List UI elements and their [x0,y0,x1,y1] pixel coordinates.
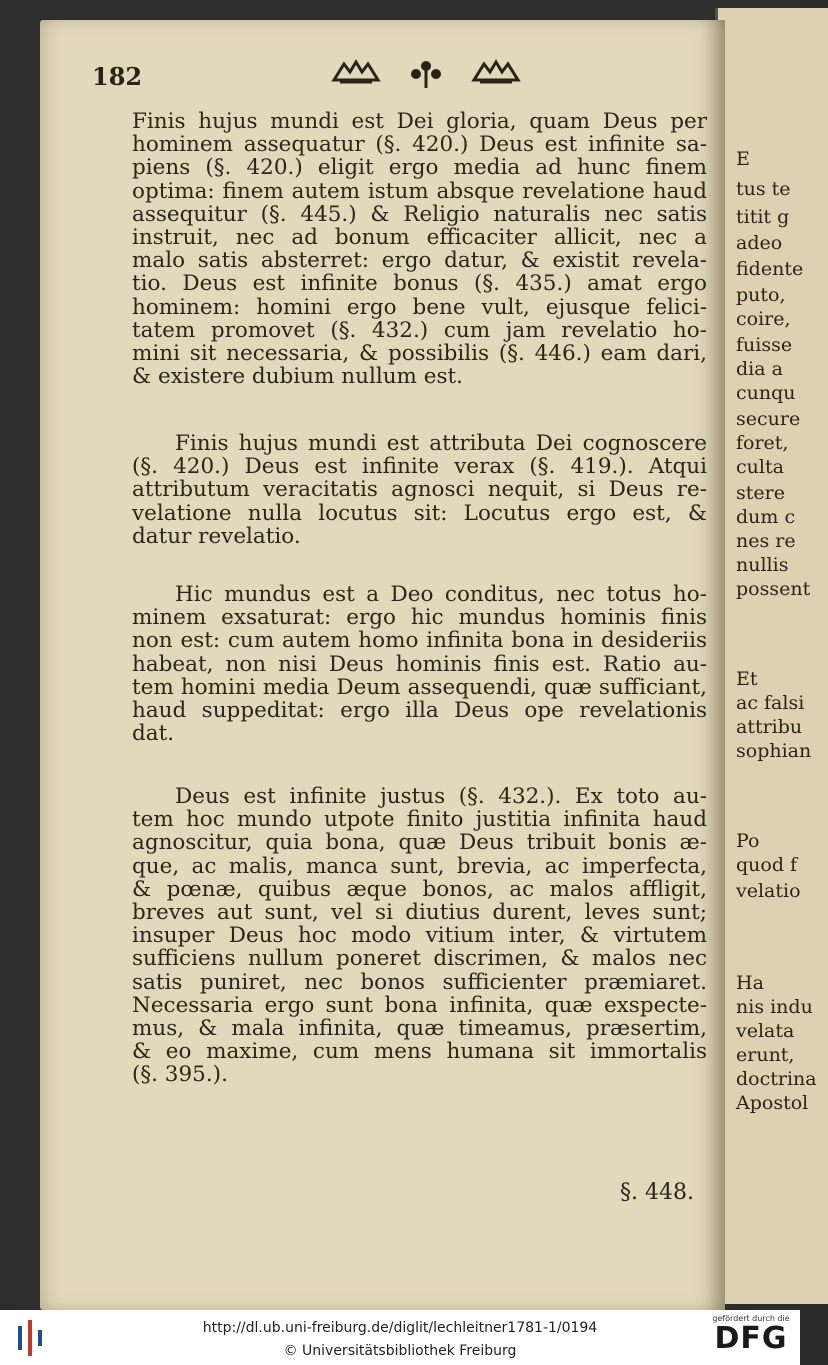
facing-page-fragment: fuisse [736,334,793,356]
facing-page-fragment: quod f [736,854,798,876]
facing-page-fragment: sophian [736,740,812,762]
facing-page-fragment: fidente [736,258,804,280]
facing-page-fragment: doctrina [736,1068,817,1090]
text-line: & pœnæ, quibus æque bonos, ac malos affligit, [132,876,707,902]
facing-page-fragment: Po [736,830,760,852]
text-line: (§. 395.). [132,1062,228,1088]
text-line: attributum veracitatis agnosci nequit, si Deus re- [132,477,707,503]
facing-page-fragment: titit g [736,206,790,228]
facing-page-fragment: nis indu [736,996,813,1018]
text-line: tio. Deus est infinite bonus (§. 435.) amat ergo [132,271,707,297]
viewer-footer [0,1310,800,1365]
text-line: Finis hujus mundi est Dei gloria, quam Deus per [132,109,707,134]
dfg-funding-logo [706,1314,796,1362]
paragraph-1 [132,110,707,388]
facing-page-fragment: Apostol [736,1092,809,1114]
text-line: breves aut sunt, vel si diutius durent, leves sunt; [132,900,707,926]
text-line: piens (§. 420.) eligit ergo media ad hunc finem [132,155,707,181]
text-line: & eo maxime, cum mens humana sit immortalis [132,1039,707,1065]
catchword: §. 448. [620,1180,694,1205]
paragraph-4 [132,785,707,1087]
text-line: optima: finem autem istum absque revelatione haud [132,178,707,204]
text-line: velatione nulla locutus sit: Locutus ergo est, & [132,500,707,526]
funder-name: DFG [714,1321,788,1356]
text-line: Hic mundus est a Deo conditus, nec totus ho- [132,582,707,607]
text-line: tem hoc mundo utpote finito justitia infinita haud [132,807,707,833]
facing-page-fragment: dum c [736,506,796,528]
facing-page-fragment: velata [736,1020,795,1042]
ornament-center-icon [408,58,444,90]
facing-page-edge [715,8,828,1304]
text-line: Deus est infinite justus (§. 432.). Ex toto au- [132,784,707,809]
text-line: satis puniret, nec bonos sufficienter præmiaret. [132,969,707,995]
facing-page-fragment: puto, [736,284,786,306]
text-line: Necessaria ergo sunt bona infinita, quæ exspecte- [132,992,707,1018]
text-line: hominem assequatur (§. 420.) Deus est infinite sa- [132,132,707,158]
text-line: habeat, non nisi Deus hominis finis est. Ratio au- [132,651,707,677]
text-line: agnoscitur, quia bona, quæ Deus tribuit bonis æ- [132,830,707,856]
facing-page-fragment: Ha [736,972,764,994]
text-line: sufficiens nullum poneret discrimen, & malos nec [132,946,707,972]
text-line: malo satis absterret: ergo datur, & existit revela- [132,248,707,274]
text-line: & existere dubium nullum est. [132,364,463,390]
text-line: instruit, nec ad bonum efficaciter allicit, nec a [132,225,707,251]
facing-page-fragment: Et [736,668,758,690]
text-line: assequitur (§. 445.) & Religio naturalis nec satis [132,201,707,227]
text-line: non est: cum autem homo infinita bona in desideriis [132,628,707,654]
paragraph-3 [132,583,707,745]
facing-page-fragment: E [736,148,750,170]
facing-page-fragment: cunqu [736,382,796,404]
text-line: que, ac malis, manca sunt, brevia, ac imperfecta, [132,853,707,879]
text-line: datur revelatio. [132,523,301,549]
text-line: hominem: homini ergo bene vult, ejusque felici- [132,294,707,320]
facing-page-fragment: secure [736,408,801,430]
text-line: minem exsaturat: ergo hic mundus hominis finis [132,605,707,631]
paragraph-2 [132,432,707,548]
facing-page-fragment: velatio [736,880,801,902]
facing-page-fragment: tus te [736,178,791,200]
text-line: mini sit necessaria, & possibilis (§. 446.) eam dari, [132,341,707,367]
facing-page-fragment: adeo [736,232,783,254]
facing-page-fragment: nullis [736,554,789,576]
text-line: (§. 420.) Deus est infinite verax (§. 419.). Atqui [132,454,707,480]
facing-page-fragment: possent [736,578,811,600]
facing-page-fragment: foret, [736,432,789,454]
ornament-right-icon [470,58,522,88]
facing-page-fragment: coire, [736,308,791,330]
text-line: mus, & mala infinita, quæ timeamus, præsertim, [132,1016,707,1042]
source-url-link[interactable]: http://dl.ub.uni-freiburg.de/diglit/lechleitner1781-1/0194 [202,1320,598,1336]
text-line: tem homini media Deum assequendi, quæ sufficiant, [132,674,707,700]
facing-page-fragment: erunt, [736,1044,795,1066]
facing-page-fragment: attribu [736,716,803,738]
facing-page-fragment: nes re [736,530,796,552]
copyright-notice: © Universitätsbibliothek Freiburg [283,1343,517,1359]
page-number: 182 [92,62,143,91]
text-line: insuper Deus hoc modo vitium inter, & virtutem [132,923,707,949]
facing-page-fragment: stere [736,482,785,504]
ornament-left-icon [330,58,382,88]
text-line: tatem promovet (§. 432.) cum jam revelatio ho- [132,317,707,343]
text-line: Finis hujus mundi est attributa Dei cognoscere [132,431,707,456]
facing-page-fragment: culta [736,456,784,478]
facing-page-fragment: ac falsi [736,692,805,714]
facing-page-fragment: dia a [736,358,783,380]
text-line: haud suppeditat: ergo illa Deus ope revelationis [132,698,707,724]
text-line: dat. [132,721,175,747]
funding-note: gefördert durch die [712,1314,790,1323]
